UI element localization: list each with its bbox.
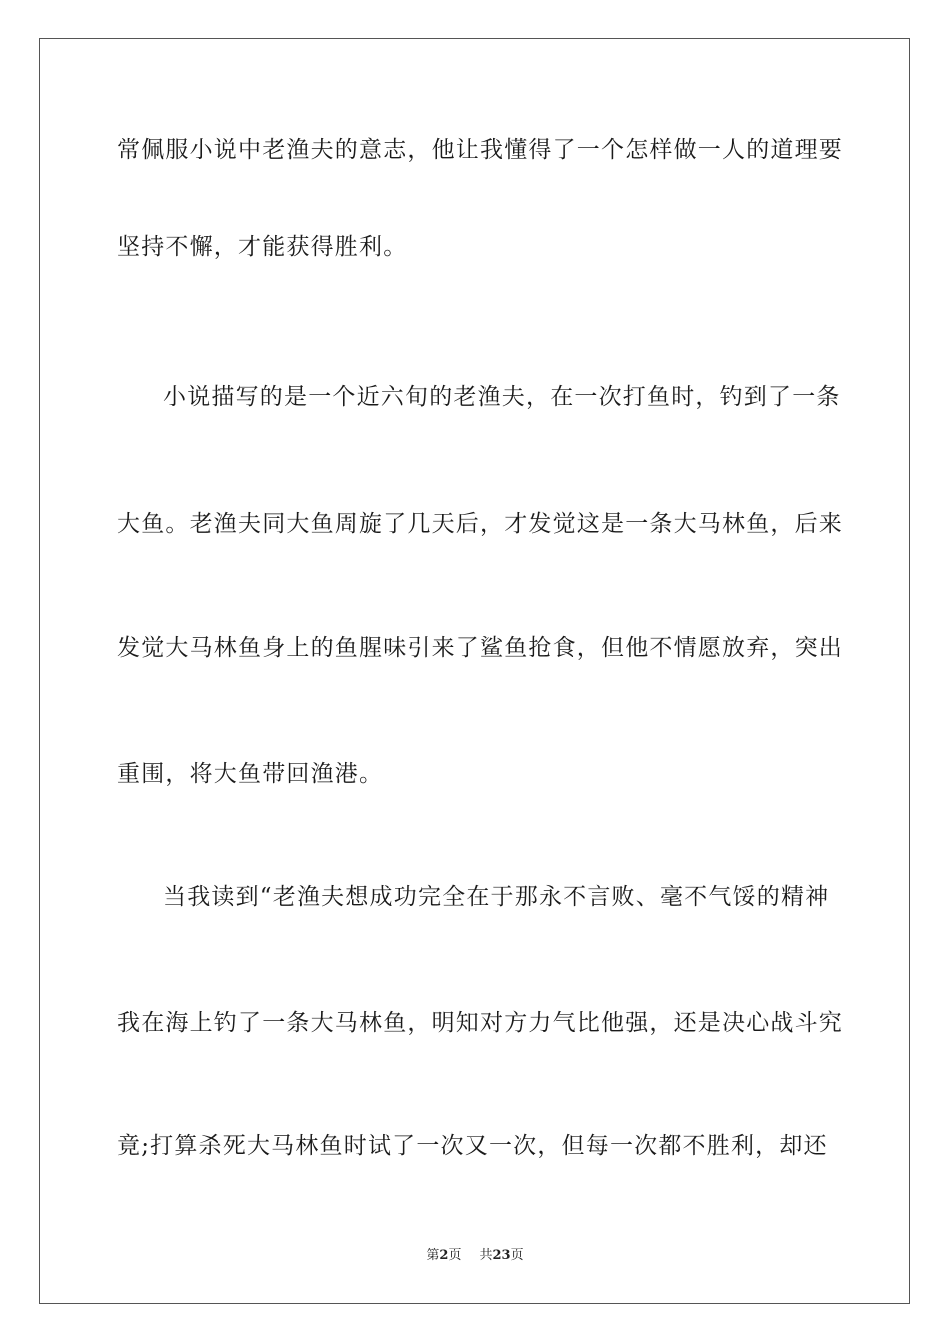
paragraph-line: 重围，将大鱼带回渔港。: [117, 761, 384, 787]
total-suffix: 页: [510, 1248, 524, 1263]
page-prefix: 第: [426, 1248, 440, 1263]
paragraph-line: 小说描写的是一个近六旬的老渔夫，在一次打鱼时，钓到了一条: [163, 384, 841, 410]
total-pages: 23: [492, 1248, 511, 1263]
paragraph-line: 当我读到“老渔夫想成功完全在于那永不言败、毫不气馁的精神: [163, 884, 830, 910]
page-border: [39, 38, 910, 1304]
paragraph-line: 坚持不懈，才能获得胜利。: [117, 234, 408, 260]
paragraph-line: 常佩服小说中老渔夫的意志，他让我懂得了一个怎样做一人的道理要: [117, 137, 843, 163]
page-suffix: 页: [448, 1248, 462, 1263]
page-number: 2: [439, 1248, 449, 1263]
paragraph-line: 发觉大马林鱼身上的鱼腥味引来了鲨鱼抢食，但他不情愿放弃，突出: [117, 635, 843, 661]
paragraph-line: 我在海上钓了一条大马林鱼，明知对方力气比他强，还是决心战斗究: [117, 1010, 843, 1036]
paragraph-line: 大鱼。老渔夫同大鱼周旋了几天后，才发觉这是一条大马林鱼，后来: [117, 511, 843, 537]
total-prefix: 共: [479, 1248, 493, 1263]
paragraph-line: 竟;打算杀死大马林鱼时试了一次又一次，但每一次都不胜利，却还: [117, 1133, 828, 1159]
page-footer: [0, 1247, 950, 1265]
